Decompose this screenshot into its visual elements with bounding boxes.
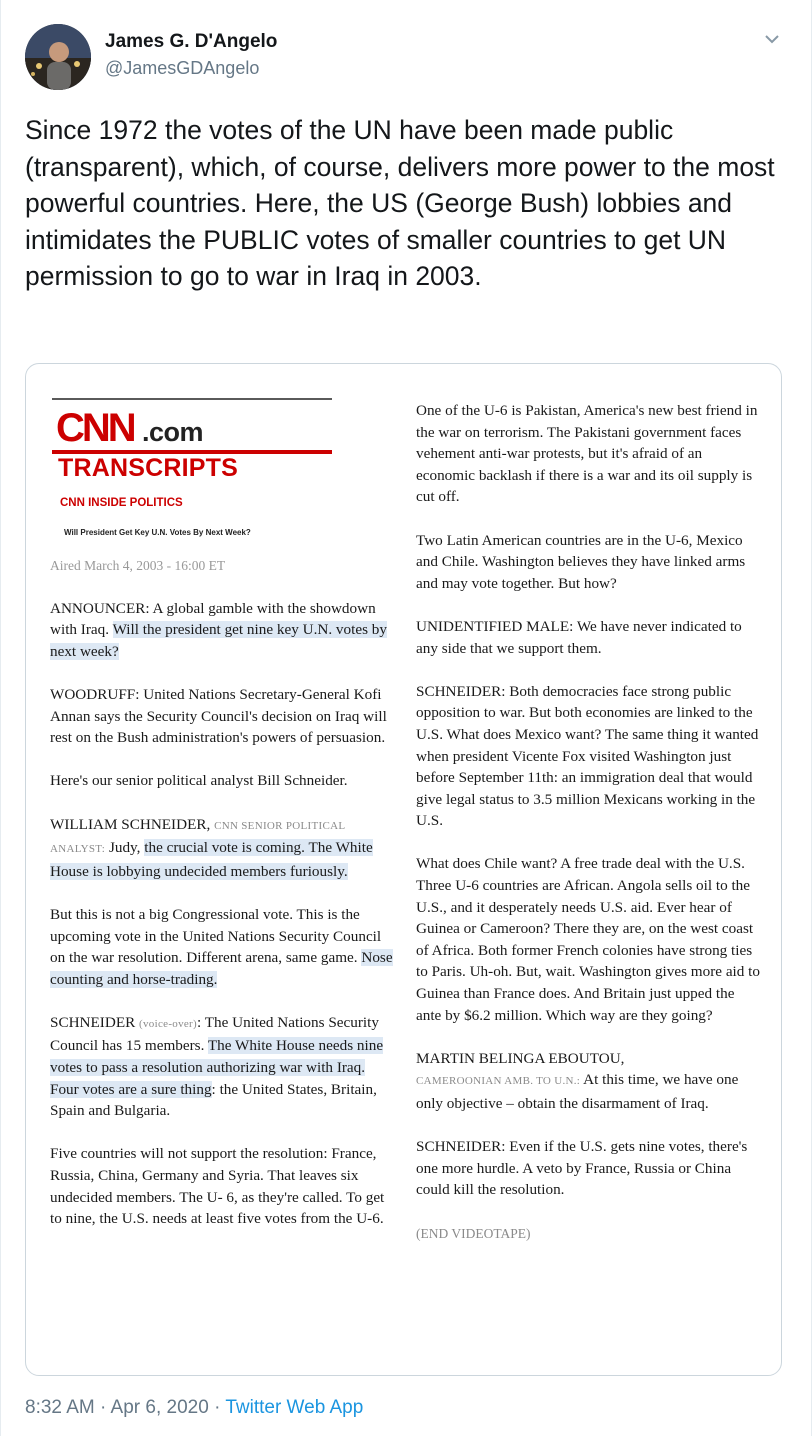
- speaker-title: CAMEROONIAN AMB. TO U.N.:: [416, 1075, 581, 1088]
- section-title: TRANSCRIPTS: [58, 454, 238, 482]
- speaker-title: CNN SENIOR POLITICAL ANALYST:: [50, 819, 345, 856]
- aired-date: Aired March 4, 2003 - 16:00 ET: [50, 558, 226, 573]
- paragraph-text: ANNOUNCER: A global gamble with the showdown with Iraq.: [50, 599, 376, 639]
- highlighted-text: the crucial vote is coming. The White House is lobbying undecided members furiously.: [50, 839, 373, 880]
- transcript-headline: Will President Get Key U.N. Votes By Next Week?: [64, 528, 251, 537]
- avatar-photo-icon: [25, 24, 91, 90]
- transcript-paragraph: [50, 904, 395, 990]
- transcript-paragraph: Two Latin American countries are in the U-6, Mexico and Chile. Washington believes they have linked arms and may vote together. But how?: [416, 531, 746, 592]
- chevron-down-icon: [761, 28, 783, 50]
- end-videotape-note: (END VIDEOTAPE): [416, 1225, 531, 1241]
- tweet-footer: [25, 1397, 363, 1419]
- more-options-button[interactable]: [761, 28, 783, 50]
- transcript-right-column: [416, 400, 761, 1266]
- cnn-logo: CNN: [56, 406, 134, 450]
- paragraph-text: But this is not a big Congressional vote. This is the upcoming vote in the United Nations Security Council on the war resolution. Different arena, same game.: [50, 905, 382, 967]
- transcript-left-column: [50, 374, 395, 1251]
- header-divider: [52, 398, 332, 400]
- transcript-page: [26, 364, 782, 1376]
- tweet-image[interactable]: [25, 363, 782, 1376]
- cnn-header: [50, 374, 395, 549]
- paragraph-text: : The United Nations Security Council has 15 members.: [50, 1013, 379, 1055]
- cnn-logo-dotcom: .com: [142, 417, 204, 447]
- tweet-timestamp[interactable]: 8:32 AM · Apr 6, 2020 ·: [25, 1397, 226, 1418]
- tweet-source-link[interactable]: Twitter Web App: [225, 1397, 364, 1418]
- paragraph-text: At this time, we have one only objective – obtain the disarmament of Iraq.: [416, 1071, 739, 1112]
- avatar[interactable]: [25, 24, 91, 90]
- transcript-paragraph: [50, 814, 395, 883]
- program-name: CNN INSIDE POLITICS: [60, 497, 183, 509]
- transcript-paragraph: UNIDENTIFIED MALE: We have never indicated to any side that we support them.: [416, 617, 742, 657]
- transcript-paragraph: Five countries will not support the resolution: France, Russia, China, Germany and Syria. That leaves six undecided members. The U- 6, as they're called. To get to nine, the U.S. needs at least five votes from the U-6.: [50, 1145, 385, 1228]
- speaker-name: SCHNEIDER: [50, 1013, 140, 1031]
- author-handle[interactable]: @JamesGDAngelo: [105, 58, 260, 78]
- transcript-paragraph: SCHNEIDER: Both democracies face strong public opposition to war. But both economies are linked to the U.S. What does Mexico want? The same thing it wanted when president Vicente Fox visited Washington just before September 11th: an immigration deal that would give legal status to 3.5 million Mexicans working in the U.S.: [416, 682, 759, 830]
- speaker-name: WILLIAM SCHNEIDER,: [50, 815, 215, 833]
- transcript-paragraph: [50, 598, 395, 663]
- paragraph-text: Judy,: [105, 839, 145, 857]
- transcript-paragraph: Here's our senior political analyst Bill Schneider.: [50, 772, 348, 790]
- highlighted-text: The White House needs nine votes to pass a resolution authorizing war with Iraq. Four votes are a sure thing: [50, 1037, 384, 1098]
- author-name[interactable]: James G. D'Angelo: [105, 31, 278, 52]
- transcript-paragraph: What does Chile want? A free trade deal with the U.S. Three U-6 countries are African. Angola sells oil to the U.S., and it desperately needs U.S. aid. Ever hear of Guinea or Cameroon? There they are, on the west coast of Africa. Both former French colonies have strong ties to Paris. Uh-oh. But, wait. Washington gives more aid to Guinea than France does. And Britain just upped the ante by $6.2 million. Which way are they going?: [416, 855, 760, 1024]
- tweet-text: Since 1972 the votes of the UN have been made public (transparent), which, of course, delivers more power to the most powerful countries. Here, the US (George Bush) lobbies and intimidates the PUBLIC votes of smaller countries to get UN permission to go to war in Iraq in 2003.: [25, 115, 775, 291]
- transcript-paragraph: [416, 1048, 761, 1115]
- voice-over-note: (voice-over): [139, 1017, 197, 1030]
- highlighted-text: Nose counting and horse-trading.: [50, 949, 393, 988]
- paragraph-text: : the United States, Britain, Spain and Bulgaria.: [50, 1080, 377, 1120]
- speaker-name: MARTIN BELINGA EBOUTOU,: [416, 1049, 625, 1067]
- highlighted-text: Will the president get nine key U.N. votes by next week?: [50, 621, 387, 660]
- transcript-paragraph: One of the U-6 is Pakistan, America's new best friend in the war on terrorism. The Pakistani government faces vehement anti-war protests, but it's afraid of an economic backlash if there is a war and its oil supply is cut off.: [416, 402, 758, 506]
- transcript-paragraph: SCHNEIDER: Even if the U.S. gets nine votes, there's one more hurdle. A veto by France, Russia or China could kill the resolution.: [416, 1138, 748, 1199]
- transcript-paragraph: WOODRUFF: United Nations Secretary-General Kofi Annan says the Security Council's decision on Iraq will rest on the Bush administration's powers of persuasion.: [50, 685, 387, 747]
- transcript-paragraph: [50, 1012, 395, 1122]
